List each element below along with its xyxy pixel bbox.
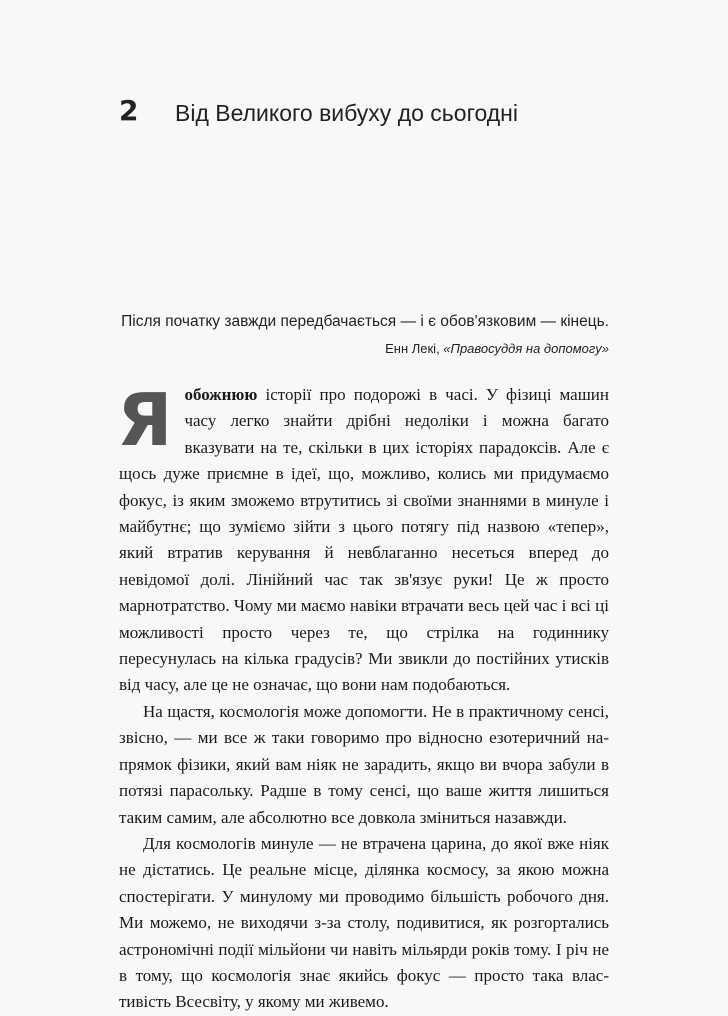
chapter-title: Від Великого вибуху до сьогодні [175, 100, 518, 126]
epigraph-quote: Після початку завжди передбачається — і є обов'язковим — кінець. [121, 313, 609, 330]
drop-cap: Я [117, 378, 173, 462]
chapter-number: 2 [119, 94, 139, 127]
lead-word: обожнюю [184, 385, 258, 404]
paragraph-3: Для космологів минуле — не втрачена царина, до якої вже ніяк не дістатись. Це реальне місце, ділянка космосу, за якою можна спостерігати. У минулому ми проводимо більшість робочого дня. Ми можемо, не виходячи з-за столу, подивитися, як розгортались астрономічні події мільйони чи навіть мільярди років тому. І річ не в тому, що космологія знає якийсь фокус — просто така властивість Всесвіту, у якому ми живемо. [119, 833, 609, 1012]
epigraph-author: Енн Лекі, [385, 341, 444, 356]
paragraph-2: На щастя, космологія може допомогти. Не в практичному сенсі, звісно, — ми все ж таки говоримо про відносно езотеричний напрямок фізики, який вам ніяк не зарадить, якщо ви вчора забули в потязі парасольку. Радше в тому сенсі, що ваше життя лишиться таким самим, але абсолютно все довкола зміниться назавжди. [119, 701, 609, 827]
epigraph [121, 311, 609, 359]
epigraph-source [121, 339, 609, 359]
epigraph-work: «Правосуддя на допомогу» [443, 341, 609, 356]
paragraph-1 [117, 378, 609, 699]
body-text [117, 378, 609, 1016]
paragraph-1-text: історії про подорожі в часі. У фізиці машин часу легко знайти дрібні недоліки і можна багато вказувати на те, скільки в цих історіях парадоксів. Але є щось дуже приємне в ідеї, що, можливо, колись ми придумаємо фокус, із яким зможемо втрутитись зі своїми знаннями в минуле і майбутнє; що зуміємо зійти з цього потягу під назвою «тепер», який втратив керування й невблаганно несеться вперед до невідомої долі. Лінійний час так зв'язує руки! Це ж просто марнотратство. Чому ми маємо навіки втрачати весь цей час і всі ці можливості просто через те, що стрілка на годиннику пересунулась на кілька градусів? Ми звикли до постійних утисків від часу, але це не означає, що вони нам подобаються. [119, 385, 609, 695]
